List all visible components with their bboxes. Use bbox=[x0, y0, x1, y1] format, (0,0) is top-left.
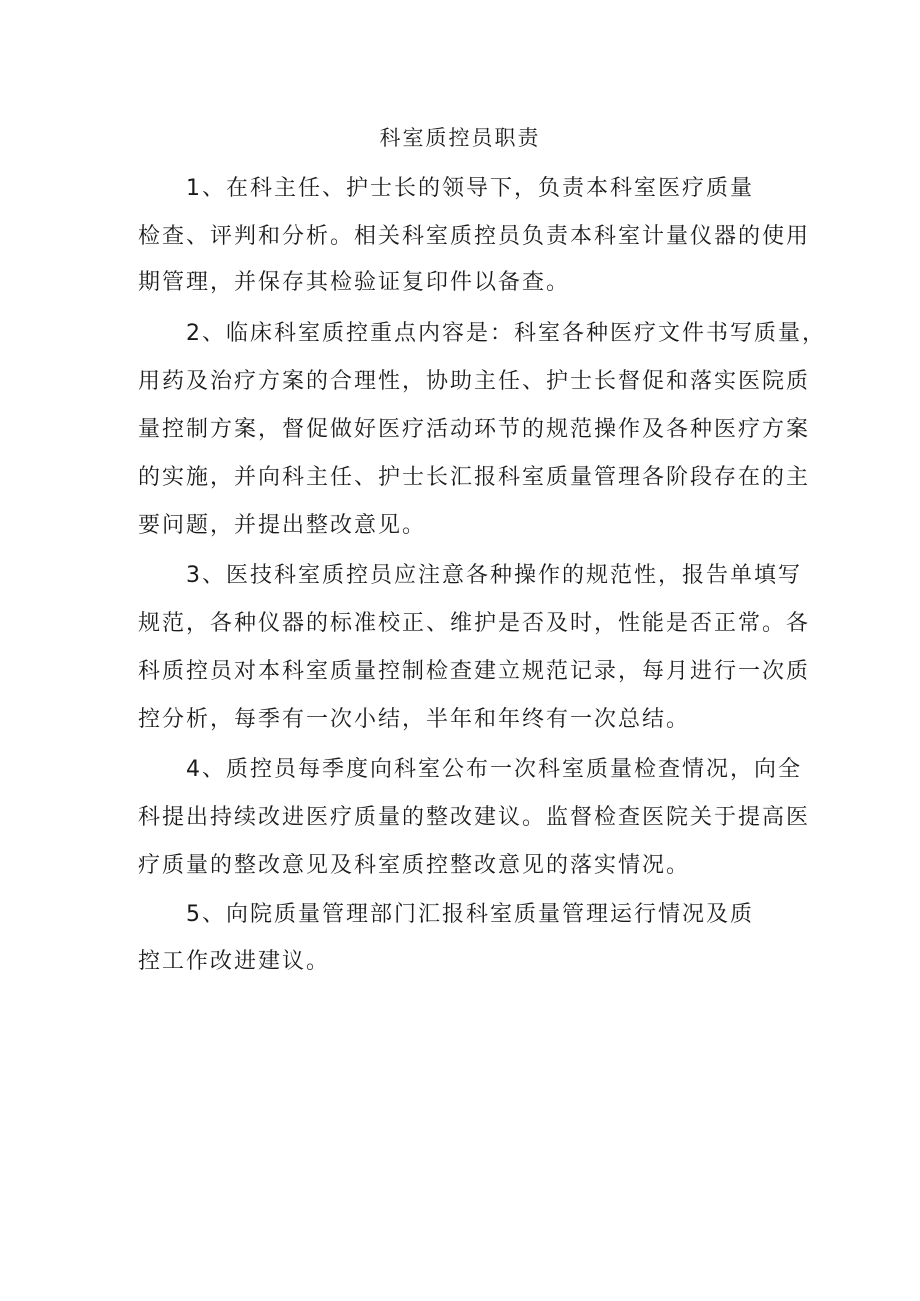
paragraph-2-line-3: 量控制方案，督促做好医疗活动环节的规范操作及各种医疗方案 bbox=[138, 417, 811, 442]
paragraph-4-line-3: 疗质量的整改意见及科室质控整改意见的落实情况。 bbox=[138, 853, 691, 878]
paragraph-5-line-2: 控工作改进建议。 bbox=[138, 949, 331, 974]
paragraph-3-line-4: 控分析，每季有一次小结，半年和年终有一次总结。 bbox=[138, 707, 691, 732]
paragraph-2-line-2: 用药及治疗方案的合理性，协助主任、护士长督促和落实医院质 bbox=[138, 369, 811, 394]
page-title: 科室质控员职责 bbox=[379, 126, 541, 150]
paragraph-2-line-5: 要问题，并提出整改意见。 bbox=[138, 513, 427, 538]
paragraph-3-line-1: 3、医技科室质控员应注意各种操作的规范性，报告单填写 bbox=[186, 563, 802, 588]
paragraph-2-line-1: 2、临床科室质控重点内容是：科室各种医疗文件书写质量， bbox=[186, 321, 826, 346]
paragraph-4-line-2: 科提出持续改进医疗质量的整改建议。监督检查医院关于提高医 bbox=[138, 805, 811, 830]
paragraph-1-line-2: 检查、评判和分析。相关科室质控员负责本科室计量仪器的使用 bbox=[138, 224, 811, 249]
paragraph-3-line-2: 规范，各种仪器的标准校正、维护是否及时，性能是否正常。各 bbox=[138, 611, 811, 636]
paragraph-1-line-3: 期管理，并保存其检验证复印件以备查。 bbox=[138, 270, 571, 295]
paragraph-2-line-4: 的实施，并向科主任、护士长汇报科室质量管理各阶段存在的主 bbox=[138, 465, 811, 490]
paragraph-3-line-3: 科质控员对本科室质量控制检查建立规范记录，每月进行一次质 bbox=[138, 659, 811, 684]
paragraph-1-line-1: 1、在科主任、护士长的领导下，负责本科室医疗质量 bbox=[186, 176, 754, 201]
paragraph-4-line-1: 4、质控员每季度向科室公布一次科室质量检查情况，向全 bbox=[186, 757, 802, 782]
paragraph-5-line-1: 5、向院质量管理部门汇报科室质量管理运行情况及质 bbox=[186, 902, 754, 927]
